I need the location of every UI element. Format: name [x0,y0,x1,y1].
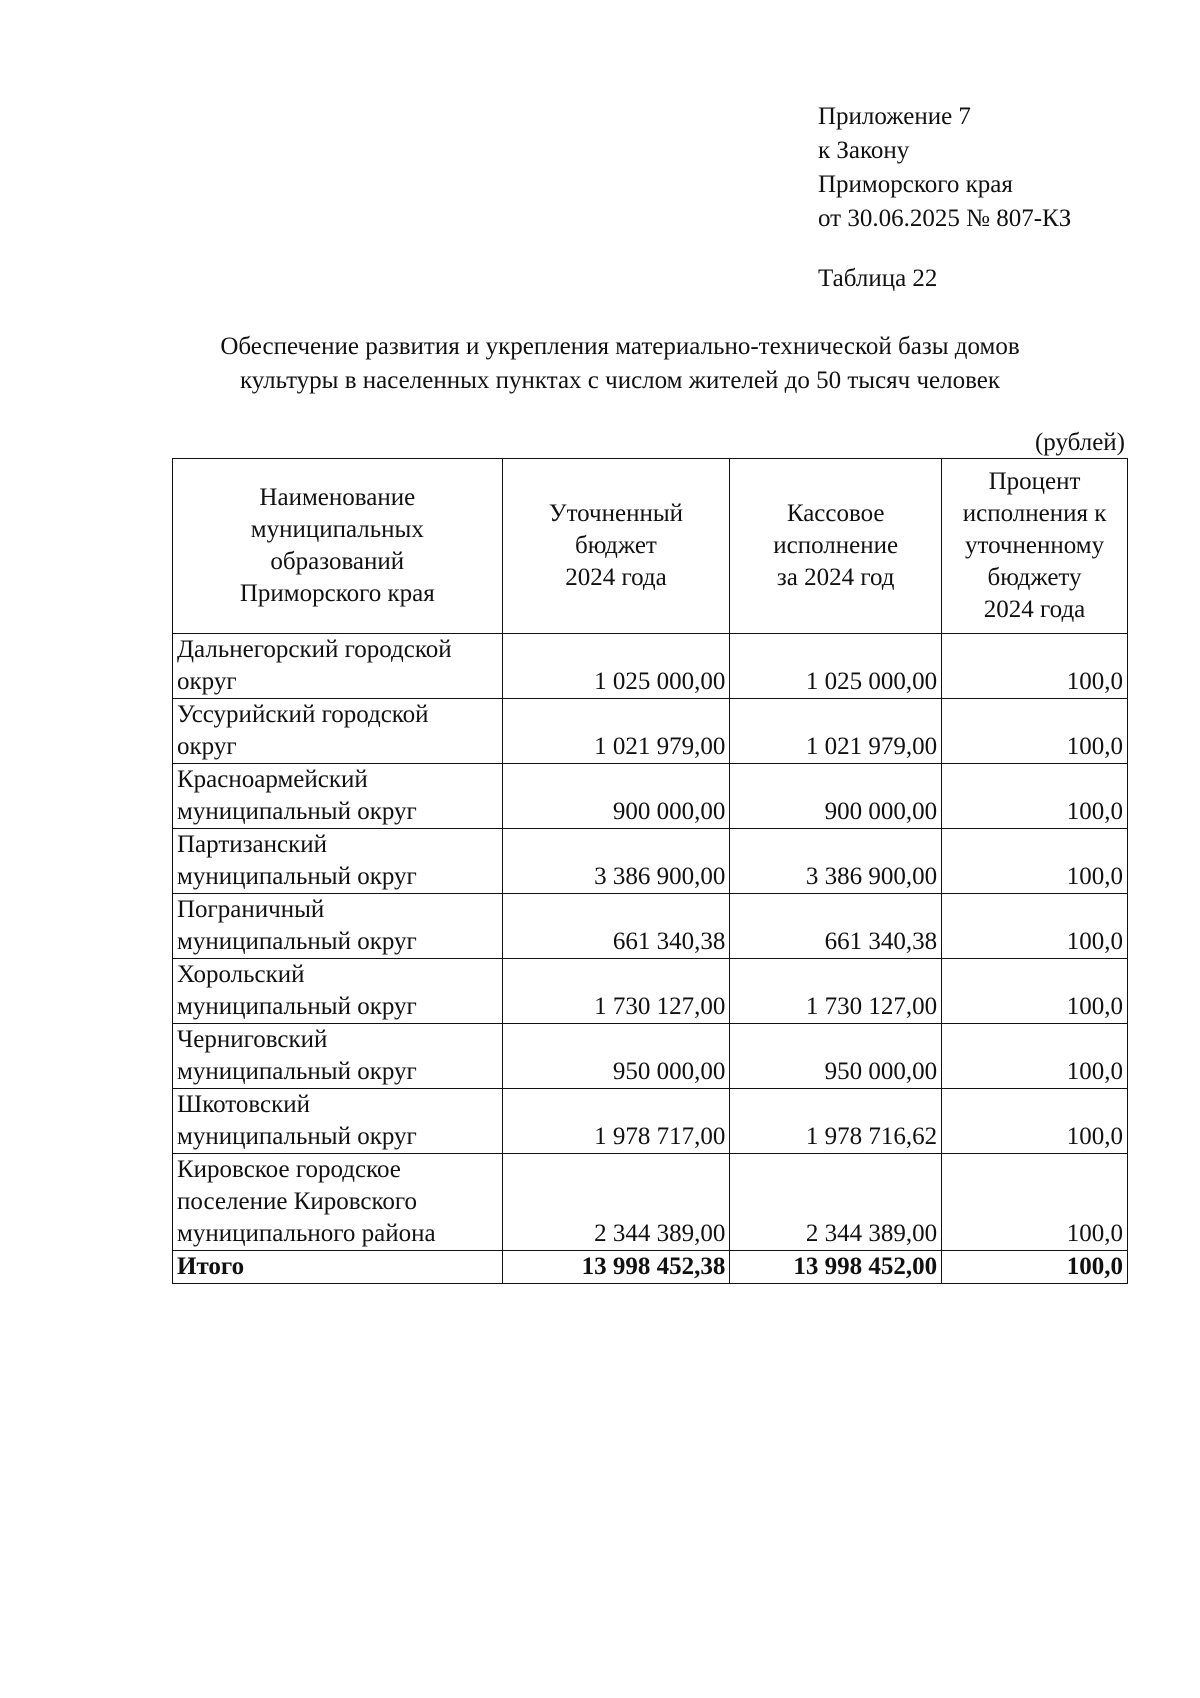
total-row [173,1251,1128,1284]
municipality-name: Красноармейский муниципальный округ [173,764,503,829]
execution-value: 950 000,00 [730,1024,942,1089]
municipality-name: Пограничный муниципальный округ [173,894,503,959]
table-row [173,894,1128,959]
execution-value: 1 021 979,00 [730,699,942,764]
percent-value: 100,0 [942,1024,1128,1089]
percent-value: 100,0 [942,894,1128,959]
table-row [173,634,1128,699]
percent-value: 100,0 [942,764,1128,829]
percent-value: 100,0 [942,1154,1128,1251]
budget-value: 661 340,38 [502,894,730,959]
percent-value: 100,0 [942,829,1128,894]
budget-value: 1 730 127,00 [502,959,730,1024]
budget-value: 3 386 900,00 [502,829,730,894]
budget-value: 1 978 717,00 [502,1089,730,1154]
table-header-row [173,459,1128,634]
title-line: культуры в населенных пунктах с числом жителей до 50 тысяч человек [239,367,1001,394]
header-execution: Кассовое исполнение за 2024 год [730,459,942,634]
budget-value: 1 021 979,00 [502,699,730,764]
execution-value: 3 386 900,00 [730,829,942,894]
percent-value: 100,0 [942,634,1128,699]
execution-value: 661 340,38 [730,894,942,959]
appendix-note [818,100,1071,236]
header-budget: Уточненный бюджет 2024 года [502,459,730,634]
appendix-line: к Закону [818,137,910,164]
table-row [173,1154,1128,1251]
execution-value: 1 978 716,62 [730,1089,942,1154]
table-row [173,764,1128,829]
document-title [150,330,1090,398]
total-label: Итого [173,1251,503,1284]
table-body [173,634,1128,1284]
appendix-line: Приморского края [818,171,1013,198]
units-label: (рублей) [1034,429,1125,456]
appendix-line: от 30.06.2025 № 807-КЗ [818,205,1072,232]
municipality-name: Черниговский муниципальный округ [173,1024,503,1089]
budget-value: 900 000,00 [502,764,730,829]
table-row [173,1089,1128,1154]
budget-value: 2 344 389,00 [502,1154,730,1251]
table-row [173,959,1128,1024]
title-line: Обеспечение развития и укрепления материально-технической базы домов [220,333,1020,360]
execution-value: 900 000,00 [730,764,942,829]
budget-table [172,458,1128,1284]
budget-value: 1 025 000,00 [502,634,730,699]
header-municipality: Наименование муниципальных образований Приморского края [173,459,503,634]
percent-value: 100,0 [942,959,1128,1024]
municipality-name: Кировское городское поселение Кировского муниципального района [173,1154,503,1251]
execution-value: 2 344 389,00 [730,1154,942,1251]
execution-value: 1 025 000,00 [730,634,942,699]
appendix-line: Приложение 7 [818,103,971,130]
total-execution: 13 998 452,00 [730,1251,942,1284]
municipality-name: Партизанский муниципальный округ [173,829,503,894]
table-row [173,829,1128,894]
table-row [173,699,1128,764]
municipality-name: Шкотовский муниципальный округ [173,1089,503,1154]
table-number: Таблица 22 [818,265,938,292]
total-percent: 100,0 [942,1251,1128,1284]
municipality-name: Хорольский муниципальный округ [173,959,503,1024]
percent-value: 100,0 [942,1089,1128,1154]
table-row [173,1024,1128,1089]
budget-value: 950 000,00 [502,1024,730,1089]
header-percent: Процент исполнения к уточненному бюджету 2024 года [942,459,1128,634]
total-budget: 13 998 452,38 [502,1251,730,1284]
execution-value: 1 730 127,00 [730,959,942,1024]
municipality-name: Дальнегорский городской округ [173,634,503,699]
percent-value: 100,0 [942,699,1128,764]
municipality-name: Уссурийский городской округ [173,699,503,764]
